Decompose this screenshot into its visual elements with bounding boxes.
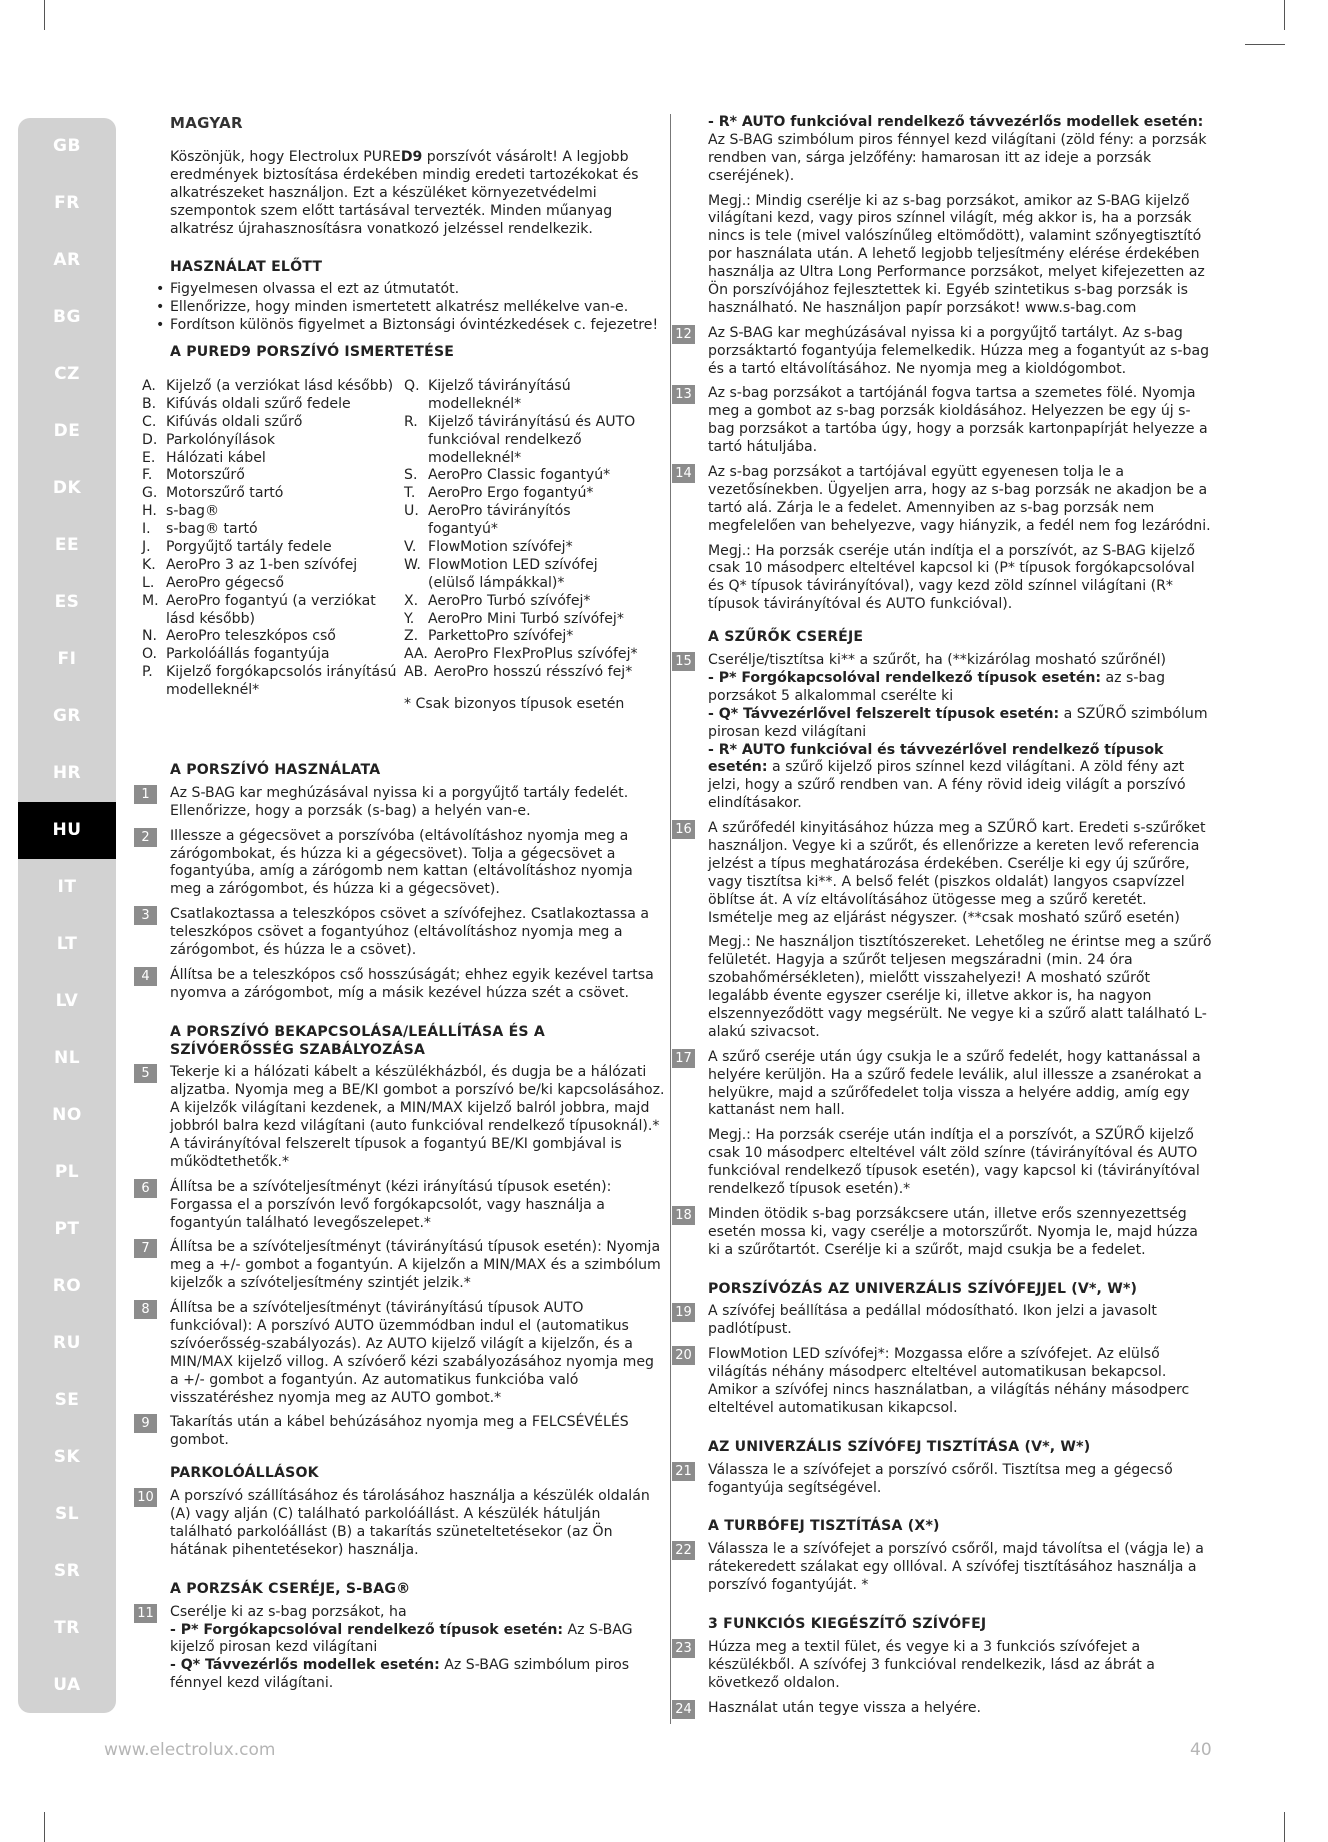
step-15: 15 Cserélje/tisztítsa ki** a szűrőt, ha (**kizárólag mosható szűrőnél) - P* Forgókapcsolóval rendelkező típusok esetén: az s-bag porzsákot 5 alkalommal cserélte ki - Q* Távvezérlővel felszerelt típusok esetén: a SZŰRŐ szimbólum pirosan kezd világítani - R* AUTO funkcióval és távvezérlővel rendelkező típusok esetén: a szűrő kijelző piros színnel kezd világítani. A zöld fény azt jelzi, hogy a szűrő rendben van. A fény rövid ideig világít a porszívó elindításakor. — [680, 652, 1212, 813]
part-item — [404, 664, 644, 682]
part-label: s-bag® — [166, 503, 220, 520]
section-heading: PORSZÍVÓZÁS AZ UNIVERZÁLIS SZÍVÓFEJJEL (V*, W*) — [708, 1280, 1138, 1297]
language-tab-gb[interactable]: GB — [53, 136, 81, 156]
step-number: 4 — [134, 967, 157, 986]
part-label: AeroPro 3 az 1-ben szívófej — [166, 556, 358, 573]
part-item — [404, 593, 644, 611]
part-letter: L. — [142, 574, 155, 591]
language-tab-no[interactable]: NO — [52, 1105, 82, 1125]
language-tab-sl[interactable]: SL — [54, 1504, 80, 1524]
step-4 — [142, 967, 667, 1003]
language-tab-cz[interactable]: CZ — [54, 364, 80, 384]
note: Megj.: Mindig cserélje ki az s-bag porzsákot, amikor az S-BAG kijelző világítani kezd, vagy piros színnel világít, még akkor is, ha a porzsák nincs is tele (mivel valószínűleg eltömődött), valamint szőnyegtisztító por használata után. A lehető legjobb teljesítmény elérése érdekében használja az Ultra Long Performance porzsákot, melyet kifejezetten az Ön porszívójához fejlesztettek ki. Egyéb szintetikus s-bag porzsák is használható. Ne használjon papír porzsákot! www.s-bag.com — [708, 192, 1205, 316]
language-tab-fi[interactable]: FI — [57, 649, 77, 669]
language-tab-se[interactable]: SE — [54, 1390, 80, 1410]
step-text: Tekerje ki a hálózati kábelt a készülékházból, és dugja be a hálózati aljzatba. Nyomja meg a BE/KI gombot a porszívó be/ki kapcsolásához. A kijelzők világítani kezdenek, a MIN/MAX kijelző balról jobbra, majd jobbról balra kezd világítani (auto funkcióval rendelkező típusoknál).* A távirányítóval felszerelt típusok a fogantyú BE/KI gombjával is működtethetők.* — [170, 1064, 665, 1170]
step-10 — [137, 1488, 667, 1560]
part-item — [404, 557, 644, 593]
part-item — [142, 628, 404, 646]
language-tab-tr[interactable]: TR — [54, 1618, 80, 1638]
part-label: Kifúvás oldali szűrő fedele — [166, 395, 351, 412]
section-heading: AZ UNIVERZÁLIS SZÍVÓFEJ TISZTÍTÁSA (V*, W*) — [708, 1438, 1091, 1455]
step-text: Takarítás után a kábel behúzásához nyomja meg a FELCSÉVÉLÉS gombot. — [170, 1414, 629, 1449]
language-tab-ar[interactable]: AR — [53, 250, 81, 270]
crop-mark — [1284, 0, 1285, 30]
part-item — [142, 467, 404, 485]
part-label: Kijelző forgókapcsolós irányítású modelleknél* — [166, 664, 397, 699]
part-letter: X. — [404, 592, 419, 609]
part-label: AeroPro teleszkópos cső — [166, 628, 336, 645]
part-label: Parkolónyílások — [166, 431, 275, 448]
part-letter: Q. — [404, 377, 420, 394]
language-tab-pt[interactable]: PT — [54, 1219, 80, 1239]
language-tab-hr[interactable]: HR — [52, 763, 82, 783]
note: Megj.: Ha porzsák cseréje után indítja el a porszívót, a SZŰRŐ kijelző csak 10 másodperc elteltével vált zöld színre (távirányítóval és AUTO funkcióval rendelkező típusok esetén), vagy kapcsol ki (távirányítóval rendelkező típusok esetén).* — [708, 1127, 1200, 1197]
list-item: • Fordítson különös figyelmet a Biztonsági óvintézkedések c. fejezetre! — [156, 317, 667, 335]
step-text: A porszívó szállításához és tárolásához használja a készülék oldalán (A) vagy alján (C) található parkolóállást. A készülék hátulján található parkolóállást (B) a takarítás szüneteltetésekor (az Ön hátának pihentetésekor) használja. — [170, 1488, 650, 1558]
step-number: 23 — [672, 1639, 695, 1658]
part-label: Hálózati kábel — [166, 449, 266, 466]
language-tab-pl[interactable]: PL — [54, 1162, 80, 1182]
part-label: s-bag® tartó — [166, 521, 258, 538]
part-label: Kijelző (a verziókat lásd később) — [166, 377, 394, 394]
part-item — [404, 467, 644, 485]
step-text: Húzza meg a textil fület, és vegye ki a 3 funkciós szívófejet a készülékből. A szívófej 3 funkcióval rendelkezik, lásd az ábrát a következő oldalon. — [708, 1638, 1155, 1691]
step-12 — [675, 324, 1212, 379]
part-letter: B. — [142, 395, 157, 412]
part-label: Kijelző távirányítású modelleknél* — [428, 377, 571, 412]
note: Megj.: Ne használjon tisztítószereket. Lehetőleg ne érintse meg a szűrő felületét. Hagyja a szűrőt teljesen megszáradni (min. 24 óra szobahőmérsékleten), mielőtt visszahelyezi! A mosható szűrőt legalább évente egyszer cserélje ki, illetve akkor is, ha nagyon elszennyeződött vagy megsérült. Ne vegye ki a szűrő alatt található L-alakú szivacsot. — [708, 934, 1212, 1040]
step-16: 16 A szűrőfedél kinyitásához húzza meg a SZŰRŐ kart. Eredeti s-szűrőket használjon. Vegye ki a szűrőt, és ellenőrizze a kereten levő referencia jelzést a típus meghatározása érdekében. Cserélje ki egy új szűrőre, vagy tisztítsa ki**. A belső felét (piszkos oldalát) langyos csapvízzel öblítse át. A víz eltávolításához ütögesse meg a szűrő keretét. Ismételje meg az eljárást négyszer. (**csak mosható szűrő esetén) — [680, 820, 1212, 927]
part-item — [142, 378, 404, 396]
part-letter: V. — [404, 538, 417, 555]
part-letter: A. — [142, 377, 156, 394]
step-text: Állítsa be a szívóteljesítményt (távirányítású típusok AUTO funkcióval): A porszívó AUTO üzemmódban indul el (automatikus szívóerősség-szabályozás). Az AUTO kijelző világít a kijelzőn, és a MIN/MAX kijelző villog. A szívóerő kézi szabályozásához nyomja meg a +/- gombot a fogantyún. Az automatikus funkcióba való visszatéréshez nyomja meg az AUTO gombot.* — [170, 1300, 654, 1406]
step-text: Válassza le a szívófejet a porszívó csőről, majd távolítsa el (vágja le) a rátekeredett szálakat egy olllóval. A szívófej tisztításához használja a porszívó fogantyúját. * — [708, 1541, 1204, 1594]
list-item: • Ellenőrizze, hogy minden ismertetett alkatrész mellékelve van-e. — [156, 299, 667, 317]
step-19 — [675, 1303, 1212, 1339]
language-tab-lt[interactable]: LT — [56, 934, 78, 954]
part-letter: G. — [142, 485, 158, 502]
language-tab-ru[interactable]: RU — [53, 1333, 81, 1353]
step-23 — [675, 1638, 1212, 1693]
step-text: Az S-BAG kar meghúzásával nyissa ki a porgyűjtő tartály fedelét. Ellenőrizze, hogy a porzsák (s-bag) a helyén van-e. — [170, 784, 629, 819]
part-item — [404, 503, 644, 539]
step-14 — [675, 464, 1212, 536]
step-text: Állítsa be a szívóteljesítményt (távirányítású típusok esetén): Nyomja meg a +/- gombot a fogantyún. A kijelzőn a MIN/MAX és a szimbólum kijelzők a szívóteljesítmény szintjét jelzik.* — [170, 1239, 661, 1292]
step-17: 17 A szűrő cseréje után úgy csukja le a szűrő fedelét, hogy kattanással a helyére kerüljön. Ha a szűrő fedele leválik, alul illessze a zsanérokat a helyükre, majd a szűrőfedelet tolja vissza a helyére addig, amíg egy kattanást nem hall. — [680, 1049, 1212, 1121]
step-number: 22 — [672, 1541, 695, 1560]
step-number: 15 — [672, 652, 695, 671]
step-9 — [142, 1414, 667, 1450]
step-20 — [675, 1346, 1212, 1418]
step-text: Az s-bag porzsákot a tartójánál fogva tartsa a szemetes fölé. Nyomja meg a gombot az s-bag porzsák kioldásához. Helyezzen be egy új s-bag porzsákot a tartóba úgy, hogy a porzsák kartonpapírját helyezze a tartó hátuljába. — [708, 385, 1208, 456]
step-text: Illessze a gégecsövet a porszívóba (eltávolításhoz nyomja meg a zárógombokat, és húzza ki a gégecsövet). Tolja a gégecsövet a fogantyúba, amíg a zárógomb nem kattan (eltávolításhoz nyomja meg a zárógombot, és húzza ki a gégecsövet). — [170, 827, 633, 898]
part-item — [142, 539, 404, 557]
part-letter: D. — [142, 431, 158, 448]
step-number: 17 — [672, 1049, 695, 1068]
part-letter: Z. — [404, 628, 419, 645]
step-11-continued: - R* AUTO funkcióval rendelkező távvezérlős modellek esetén: Az S-BAG szimbólum piros fénnyel kezd világítani (zöld fény: a porzsák rendben van, sárga jelzőfény: hamarosan itt az ideje a porzsák cseréjének). — [708, 114, 1207, 184]
part-label: AeroPro Classic fogantyú* — [428, 467, 611, 484]
crop-mark — [1245, 44, 1285, 45]
step-13 — [675, 385, 1212, 457]
language-tab-sr[interactable]: SR — [53, 1561, 81, 1581]
parts-list — [142, 378, 667, 714]
section-heading: A PORSZÍVÓ BEKAPCSOLÁSA/LEÁLLÍTÁSA ÉS A SZÍVÓERŐSSÉG SZABÁLYOZÁSA — [170, 1023, 546, 1058]
part-letter: C. — [142, 413, 157, 430]
part-item — [142, 396, 404, 414]
part-label: ParkettoPro szívófej* — [428, 628, 574, 645]
step-1 — [142, 785, 667, 821]
part-label: AeroPro gégecső — [166, 574, 284, 591]
step-number: 10 — [134, 1488, 157, 1507]
part-item — [142, 646, 404, 664]
step-number: 18 — [672, 1206, 695, 1225]
part-label: AeroPro fogantyú (a verziókat lásd később) — [166, 592, 376, 627]
part-label: FlowMotion LED szívófej (elülső lámpákkal)* — [428, 556, 598, 591]
step-number: 14 — [672, 464, 695, 483]
step-number: 1 — [134, 785, 157, 804]
step-number: 5 — [134, 1064, 157, 1083]
step-7 — [142, 1239, 667, 1293]
part-label: AeroPro hosszú résszívó fej* — [434, 664, 633, 681]
part-item — [142, 575, 404, 593]
language-tab-nl[interactable]: NL — [53, 1048, 81, 1068]
part-letter: T. — [404, 485, 416, 502]
part-item — [404, 539, 644, 557]
note: Megj.: Ha porzsák cseréje után indítja el a porszívót, az S-BAG kijelző csak 10 másodperc elteltével kapcsol ki (P* típusok forgókapcsolóval és Q* típusok távirányítóval), vagy kezd zöld színnel világítani (R* típusok távirányítóval és AUTO funkcióval). — [708, 542, 1196, 613]
part-letter: R. — [404, 413, 418, 430]
part-letter: H. — [142, 503, 157, 520]
section-heading: A SZŰRŐK CSERÉJE — [708, 629, 864, 646]
step-text: Az s-bag porzsákot a tartójával együtt egyenesen tolja le a vezetősínekben. Ügyeljen arra, hogy az s-bag porzsák ne akadjon be a tartó alá. Zárja le a fedelet. Amennyiben az s-bag porzsák nem megfelelően van behelyezve, vagy hiányzik, a fedél nem fog lezáródni. — [708, 464, 1211, 534]
page-number: 40 — [1190, 1740, 1212, 1760]
footer-url: www.electrolux.com — [104, 1740, 276, 1760]
language-tab-hu[interactable]: HU — [18, 802, 116, 859]
language-sidebar — [18, 118, 116, 1713]
part-letter: E. — [142, 449, 156, 466]
language-tab-ee[interactable]: EE — [54, 535, 80, 555]
step-number: 16 — [672, 820, 695, 839]
part-letter: N. — [142, 628, 158, 645]
language-tab-es[interactable]: ES — [54, 592, 80, 612]
language-tab-bg[interactable]: BG — [53, 307, 81, 327]
part-letter: J. — [142, 538, 151, 555]
part-item — [404, 378, 644, 414]
part-label: Motorszűrő — [166, 467, 245, 484]
part-label: AeroPro távirányítós fogantyú* — [428, 503, 571, 538]
crop-mark — [44, 1812, 45, 1842]
part-item — [142, 414, 404, 432]
part-label: AeroPro Ergo fogantyú* — [428, 485, 594, 502]
part-letter: K. — [142, 556, 156, 573]
footnote: * Csak bizonyos típusok esetén — [404, 696, 625, 713]
step-5 — [142, 1064, 667, 1171]
part-letter: U. — [404, 503, 419, 520]
step-text: Az S-BAG kar meghúzásával nyissa ki a porgyűjtő tartályt. Az s-bag porzsáktartó fogantyúja felemelkedik. Húzza meg a fogantyút az s-bag és a tartó eltávolításához. Ne nyomja meg a kioldógombot. — [708, 324, 1210, 377]
part-letter: AA. — [404, 646, 428, 663]
step-6 — [142, 1179, 667, 1233]
part-label: Porgyűjtő tartály fedele — [166, 538, 332, 555]
step-number: 21 — [672, 1462, 695, 1481]
step-3 — [142, 906, 667, 960]
step-22 — [675, 1541, 1212, 1595]
step-24 — [675, 1699, 1212, 1718]
step-18: 18 Minden ötödik s-bag porzsákcsere után, illetve erős szennyezettség esetén mossa ki, vagy cserélje a motorszűrőt. Nyomja le, majd húzza ki a szűrőtartót. Cserélje ki a szűrőt, majd csukja be a fedelet. — [680, 1206, 1212, 1260]
part-letter: S. — [404, 467, 418, 484]
part-letter: M. — [142, 592, 159, 609]
step-number: 13 — [672, 385, 695, 404]
intro-text: Köszönjük, hogy Electrolux PURED9 porszívót vásárolt! A legjobb eredmények biztosítása érdekében mindig eredeti tartozékokat és alkatrészeket használjon. Ezt a készüléket környezetvédelmi szempontok szem előtt tartásával tervezték. Minden műanyag alkatrész újrahasznosításra vonatkozó jelzéssel rendelkezik. — [170, 149, 639, 237]
step-number: 12 — [672, 325, 695, 344]
language-tab-fr[interactable]: FR — [54, 193, 80, 213]
part-item — [404, 485, 644, 503]
right-column — [675, 114, 1212, 1724]
step-number: 2 — [134, 828, 157, 847]
part-letter: O. — [142, 646, 158, 663]
part-item — [142, 521, 404, 539]
language-tab-dk[interactable]: DK — [52, 478, 82, 498]
step-text: A szívófej beállítása a pedállal módosítható. Ikon jelzi a javasolt padlótípust. — [708, 1303, 1157, 1338]
list-item: • Figyelmesen olvassa el ezt az útmutatót. — [156, 281, 667, 299]
part-letter: AB. — [404, 664, 428, 681]
crop-mark — [44, 0, 45, 30]
parts-column — [404, 378, 644, 682]
part-item — [404, 414, 644, 468]
part-item — [404, 646, 644, 664]
step-number: 6 — [134, 1179, 157, 1198]
section-heading: A PURED9 PORSZÍVÓ ISMERTETÉSE — [170, 344, 455, 361]
part-item — [404, 628, 644, 646]
step-text: Állítsa be a szívóteljesítményt (kézi irányítású típusok esetén): Forgassa el a porszívón levő forgókapcsolót, vagy használja a fogantyún található levegőszelepet.* — [170, 1178, 612, 1231]
step-text: Állítsa be a teleszkópos cső hosszúságát; ehhez egyik kezével tartsa nyomva a zárógombot, míg a másik kezével húzza szét a csövet. — [170, 966, 654, 1001]
column-divider — [670, 114, 671, 1724]
part-label: AeroPro Mini Turbó szívófej* — [428, 610, 624, 627]
part-label: Kifúvás oldali szűrő — [166, 413, 303, 430]
language-title: MAGYAR — [170, 114, 243, 132]
step-number: 3 — [134, 906, 157, 925]
step-number: 9 — [134, 1414, 157, 1433]
section-heading: A PORZSÁK CSERÉJE, S-BAG® — [170, 1580, 411, 1597]
part-label: Kijelző távirányítású és AUTO funkcióval rendelkező modelleknél* — [428, 413, 636, 466]
parts-column — [142, 378, 404, 714]
step-number: 11 — [134, 1604, 157, 1623]
part-item — [142, 450, 404, 468]
crop-mark — [1284, 1812, 1285, 1842]
part-label: Parkolóállás fogantyúja — [166, 646, 330, 663]
left-column — [137, 114, 667, 1700]
step-number: 20 — [672, 1346, 695, 1365]
part-item — [404, 611, 644, 629]
step-2 — [142, 828, 667, 900]
language-tab-sk[interactable]: SK — [53, 1447, 81, 1467]
part-letter: P. — [142, 664, 153, 681]
part-label: AeroPro FlexProPlus szívófej* — [434, 646, 638, 663]
language-tab-ua[interactable]: UA — [53, 1675, 81, 1695]
before-use-list — [156, 281, 667, 335]
part-item — [142, 593, 404, 629]
step-text: FlowMotion LED szívófej*: Mozgassa előre a szívófejet. Az elülső világítás néhány másodperc elteltével automatikusan bekapcsol. Amikor a szívófej nincs használatban, a világítás néhány másodperc elteltével automatikusan kikapcsol. — [708, 1346, 1190, 1416]
language-tab-lv[interactable]: LV — [55, 991, 79, 1011]
part-item — [142, 664, 404, 700]
step-11: 11 Cserélje ki az s-bag porzsákot, ha - P* Forgókapcsolóval rendelkező típusok esetén: Az S-BAG kijelző pirosan kezd világítani - Q* Távvezérlős modellek esetén: Az S-BAG szimbólum piros fénnyel kezd világítani. — [142, 1604, 667, 1693]
step-number: 8 — [134, 1300, 157, 1319]
part-label: AeroPro Turbó szívófej* — [428, 592, 591, 609]
step-8 — [142, 1300, 667, 1407]
language-tab-gr[interactable]: GR — [52, 706, 82, 726]
step-21 — [675, 1461, 1212, 1498]
section-heading: A PORSZÍVÓ HASZNÁLATA — [170, 761, 381, 778]
section-heading: HASZNÁLAT ELŐTT — [170, 258, 323, 275]
part-item — [142, 557, 404, 575]
part-item — [142, 485, 404, 503]
step-text: Használat után tegye vissza a helyére. — [708, 1699, 981, 1716]
part-label: FlowMotion szívófej* — [428, 538, 573, 555]
language-tab-it[interactable]: IT — [57, 877, 77, 897]
step-number: 19 — [672, 1303, 695, 1322]
part-letter: W. — [404, 556, 421, 573]
step-number: 7 — [134, 1239, 157, 1258]
step-text: Csatlakoztassa a teleszkópos csövet a szívófejhez. Csatlakoztassa a teleszkópos csövet a fogantyúhoz (eltávolításhoz nyomja meg a zárógombot, és húzza le a csövet). — [170, 906, 650, 958]
part-letter: I. — [142, 521, 151, 538]
step-number: 24 — [672, 1700, 695, 1719]
part-item — [142, 432, 404, 450]
language-tab-ro[interactable]: RO — [52, 1276, 82, 1296]
section-heading: A TURBÓFEJ TISZTÍTÁSA (X*) — [708, 1518, 940, 1535]
language-tab-de[interactable]: DE — [53, 421, 81, 441]
part-item — [142, 503, 404, 521]
step-text: Válassza le a szívófejet a porszívó csőről. Tisztítsa meg a gégecső fogantyúja segítségével. — [708, 1461, 1173, 1496]
part-letter: F. — [142, 467, 153, 484]
section-heading: 3 FUNKCIÓS KIEGÉSZÍTŐ SZÍVÓFEJ — [708, 1616, 987, 1633]
part-label: Motorszűrő tartó — [166, 485, 284, 502]
section-heading: PARKOLÓÁLLÁSOK — [170, 1465, 319, 1482]
part-letter: Y. — [404, 610, 415, 627]
